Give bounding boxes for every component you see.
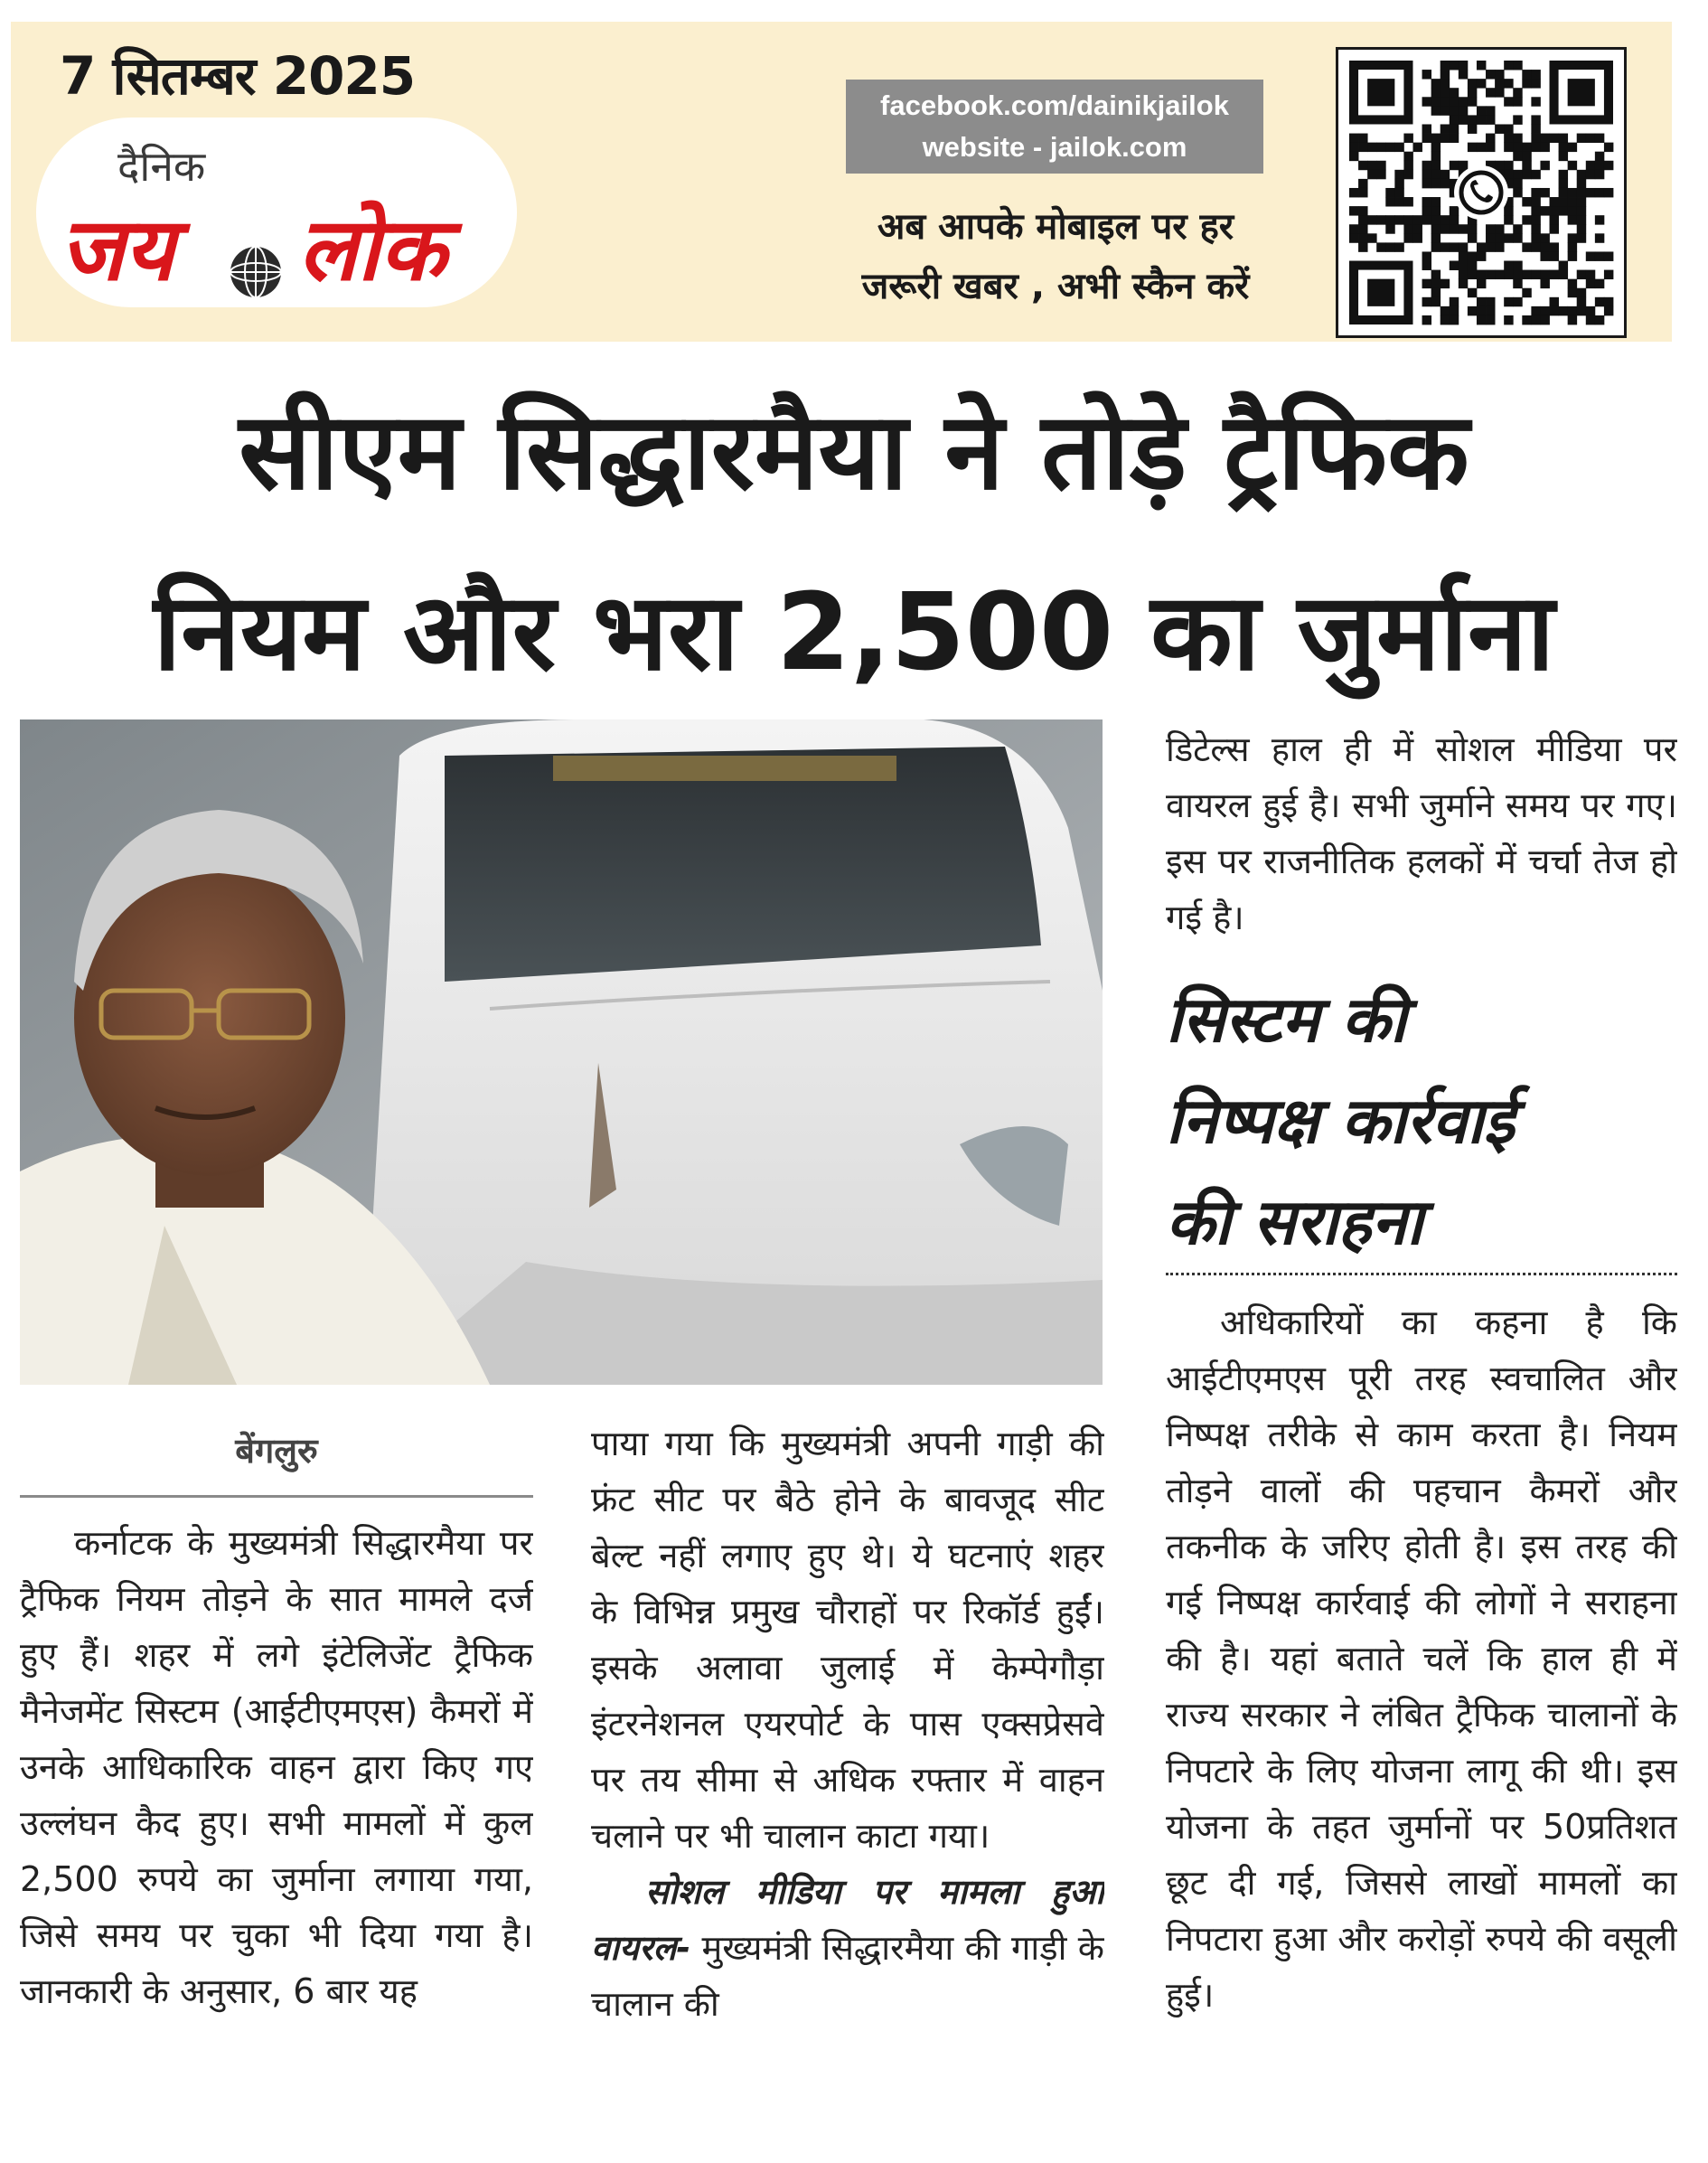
logo-dainik: दैनिक xyxy=(117,142,206,191)
subhead-line3: की सराहना xyxy=(1166,1185,1423,1259)
article-column-3-top xyxy=(1166,721,1677,947)
scan-prompt-line1: अब आपके मोबाइल पर हर xyxy=(877,206,1234,248)
column-1-text: कर्नाटक के मुख्यमंत्री सिद्धारमैया पर ट्रैफिक नियम तोड़ने के सात मामले दर्ज हुए हैं। शहर में लगे इंटेलिजेंट ट्रैफिक मैनेजमेंट सिस्टम (आईटीएमएस) कैमरों में उनके आधिकारिक वाहन द्वारा किए गए उल्लंघन कैद हुए। सभी मामलों में कुल 2,500 रुपये का जुर्माना लगाया गया, जिसे समय पर चुका भी दिया गया है। जानकारी के अनुसार, 6 बार यह xyxy=(20,1523,533,2011)
column-2-continuation-text: मुख्यमंत्री सिद्धारमैया की गाड़ी के चालान की xyxy=(591,1928,1104,2024)
column-2-text: पाया गया कि मुख्यमंत्री अपनी गाड़ी की फ्रंट सीट पर बैठे होने के बावजूद सीट बेल्ट नहीं लगाए हुए थे। ये घटनाएं शहर के विभिन्न प्रमुख चौराहों पर रिकॉर्ड हुईं। इसके अलावा जुलाई में केम्पेगौड़ा इंटरनेशनल एयरपोर्ट के पास एक्सप्रेसवे पर तय सीमा से अधिक रफ्तार में वाहन चलाने पर भी चालान काटा गया। xyxy=(591,1424,1104,1856)
column-3-bottom-text: अधिकारियों का कहना है कि आईटीएमएस पूरी तरह स्वचालित और निष्पक्ष तरीके से काम करता है। नियम तोड़ने वालों की पहचान कैमरों और तकनीक के जरिए होती है। इस तरह की गई निष्पक्ष कार्रवाई की लोगों ने सराहना की है। यहां बताते चलें कि हाल ही में राज्य सरकार ने लंबित ट्रैफिक चालानों के निपटारे के लिए योजना लागू की थी। इस योजना के तहत जुर्मानों पर 50प्रतिशत छूट दी गई, जिससे लाखों मामलों का निपटारा हुआ और करोड़ों रुपये की वसूली हुई। xyxy=(1166,1303,1677,2015)
globe-icon xyxy=(228,244,284,300)
logo-word-jai: जय xyxy=(60,199,174,300)
qr-code-matrix xyxy=(1338,50,1624,335)
subhead-divider xyxy=(1166,1273,1677,1275)
inline-subhead: सोशल मीडिया पर मामला हुआ वायरल- xyxy=(591,1872,1104,1968)
issue-date: 7 सितम्बर 2025 xyxy=(60,45,416,107)
scan-prompt-line2: जरूरी खबर , अभी स्कैन करें xyxy=(861,266,1250,307)
news-photo xyxy=(20,719,1103,1385)
website-link[interactable]: website - jailok.com xyxy=(922,131,1187,163)
subhead-line2: निष्पक्ष कार्रवाई xyxy=(1166,1084,1515,1158)
logo-word-lok: लोक xyxy=(298,199,446,300)
qr-code[interactable] xyxy=(1336,47,1627,338)
column-3-top-text: डिटेल्स हाल ही में सोशल मीडिया पर वायरल हुई है। सभी जुर्माने समय पर गए। इस पर राजनीतिक हलकों में चर्चा तेज हो गई है। xyxy=(1166,729,1677,937)
dateline: बेंगलुरु xyxy=(235,1431,318,1471)
scan-prompt xyxy=(821,197,1290,316)
whatsapp-icon xyxy=(1454,165,1508,220)
photo-illustration xyxy=(20,719,1103,1385)
article-column-3-bottom xyxy=(1166,1294,1677,2135)
article-column-1 xyxy=(20,1515,533,2130)
section-subhead xyxy=(1166,969,1672,1273)
headline-line1: सीएम सिद्धारमैया ने तोड़े ट्रैफिक xyxy=(239,389,1469,513)
subhead-line1: सिस्टम की xyxy=(1166,983,1407,1057)
social-links-box xyxy=(846,80,1263,174)
facebook-link[interactable]: facebook.com/dainikjailok xyxy=(880,89,1229,121)
column-2-continuation xyxy=(591,1864,1104,2032)
headline-line2: नियम और भरा 2,500 का जुर्माना xyxy=(153,569,1555,694)
dateline-rule xyxy=(20,1495,533,1498)
article-column-2 xyxy=(591,1415,1104,2130)
